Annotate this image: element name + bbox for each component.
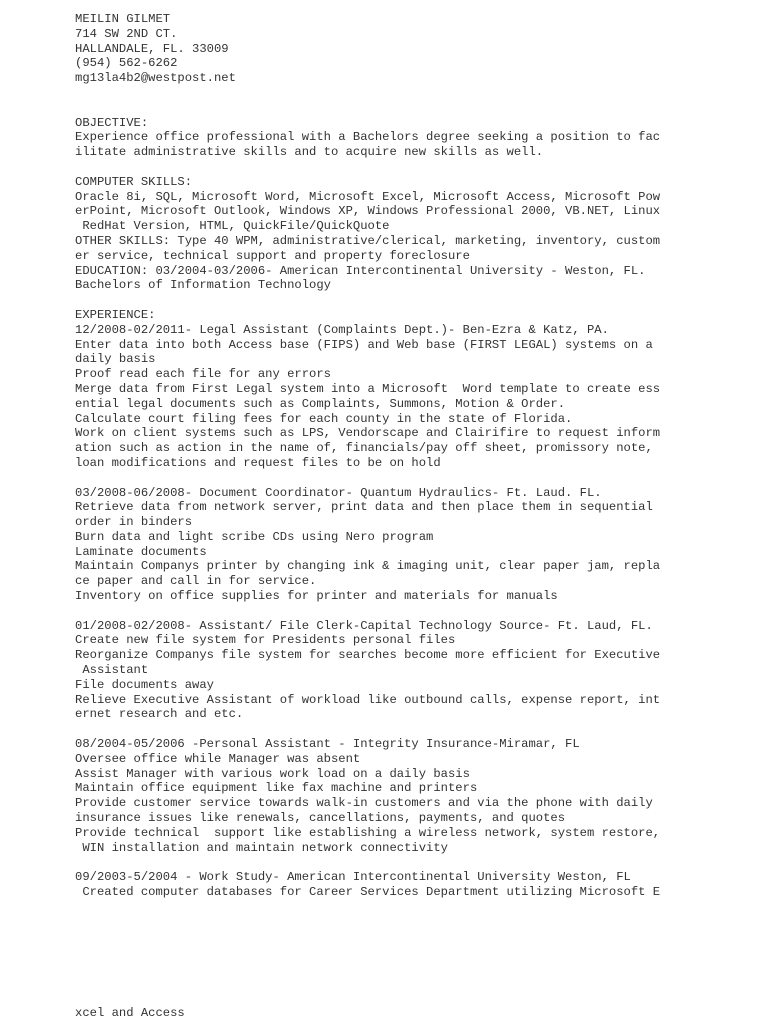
job-duty-line: Maintain office equipment like fax machine and printers: [75, 781, 478, 796]
job-duty-line: Retrieve data from network server, print data and then place them in sequential: [75, 500, 653, 515]
job-duty-line: insurance issues like renewals, cancellations, payments, and quotes: [75, 811, 566, 826]
job-duty-line: Burn data and light scribe CDs using Nero program: [75, 529, 434, 544]
objective-line: Experience office professional with a Bachelors degree seeking a position to fac: [75, 130, 661, 145]
job-duty-line: Inventory on office supplies for printer and materials for manuals: [75, 589, 558, 604]
job-duty-line: ential legal documents such as Complaints, Summons, Motion & Order.: [75, 396, 566, 411]
education-line: EDUCATION: 03/2004-03/2006- American Intercontinental University - Weston, FL.: [75, 263, 646, 278]
job-duty-line: Maintain Companys printer by changing ink & imaging unit, clear paper jam, repla: [75, 559, 661, 574]
job-duty-line: daily basis: [75, 352, 156, 367]
job-duty-line: Proof read each file for any errors: [75, 367, 331, 382]
job-duty-line: Merge data from First Legal system into a Microsoft Word template to create ess: [75, 381, 661, 396]
job-duty-line: Relieve Executive Assistant of workload like outbound calls, expense report, int: [75, 692, 661, 707]
continued-line: xcel and Access: [75, 1006, 185, 1020]
skills-line: Oracle 8i, SQL, Microsoft Word, Microsoft Excel, Microsoft Access, Microsoft Pow: [75, 189, 661, 204]
email-address: mg13la4b2@westpost.net: [75, 71, 236, 86]
skills-heading: COMPUTER SKILLS:: [75, 174, 193, 189]
phone-number: (954) 562-6262: [75, 56, 178, 71]
skills-line: RedHat Version, HTML, QuickFile/QuickQuote: [75, 219, 390, 234]
city-state-zip: HALLANDALE, FL. 33009: [75, 41, 229, 56]
objective-line: ilitate administrative skills and to acquire new skills as well.: [75, 145, 544, 160]
job-title: 08/2004-05/2006 -Personal Assistant - Integrity Insurance-Miramar, FL: [75, 737, 580, 752]
job-duty-line: ation such as action in the name of, financials/pay off sheet, promissory note,: [75, 441, 653, 456]
job-duty-line: Reorganize Companys file system for searches become more efficient for Executive: [75, 648, 661, 663]
job-duty-line: Calculate court filing fees for each county in the state of Florida.: [75, 411, 573, 426]
job-duty-line: Created computer databases for Career Services Department utilizing Microsoft E: [75, 885, 661, 900]
job-duty-line: ce paper and call in for service.: [75, 574, 317, 589]
job-duty-line: Work on client systems such as LPS, Vendorscape and Clairifire to request inform: [75, 426, 661, 441]
job-title: 03/2008-06/2008- Document Coordinator- Quantum Hydraulics- Ft. Laud. FL.: [75, 485, 602, 500]
job-duty-line: ernet research and etc.: [75, 707, 244, 722]
resume-body: [75, 12, 755, 900]
applicant-name: MEILIN GILMET: [75, 12, 171, 26]
job-title: 01/2008-02/2008- Assistant/ File Clerk-Capital Technology Source- Ft. Laud, FL.: [75, 618, 653, 633]
job-duty-line: loan modifications and request files to be on hold: [75, 455, 441, 470]
job-duty-line: Provide customer service towards walk-in customers and via the phone with daily: [75, 796, 653, 811]
experience-heading: EXPERIENCE:: [75, 307, 156, 322]
job-duty-line: WIN installation and maintain network connectivity: [75, 840, 448, 855]
job-duty-line: Create new file system for Presidents personal files: [75, 633, 456, 648]
other-skills-line: er service, technical support and property foreclosure: [75, 248, 470, 263]
job-duty-line: Provide technical support like establishing a wireless network, system restore,: [75, 825, 661, 840]
job-duty-line: Assist Manager with various work load on a daily basis: [75, 766, 470, 781]
job-duty-line: Assistant: [75, 663, 149, 678]
job-duty-line: File documents away: [75, 677, 214, 692]
job-title: 12/2008-02/2011- Legal Assistant (Complaints Dept.)- Ben-Ezra & Katz, PA.: [75, 322, 609, 337]
objective-heading: OBJECTIVE:: [75, 115, 149, 130]
skills-line: erPoint, Microsoft Outlook, Windows XP, Windows Professional 2000, VB.NET, Linux: [75, 204, 661, 219]
job-title: 09/2003-5/2004 - Work Study- American Intercontinental University Weston, FL: [75, 870, 631, 885]
job-duty-line: Laminate documents: [75, 544, 207, 559]
job-duty-line: order in binders: [75, 515, 193, 530]
job-duty-line: Enter data into both Access base (FIPS) and Web base (FIRST LEGAL) systems on a: [75, 337, 653, 352]
street-address: 714 SW 2ND CT.: [75, 26, 178, 41]
job-duty-line: Oversee office while Manager was absent: [75, 751, 361, 766]
other-skills-line: OTHER SKILLS: Type 40 WPM, administrative/clerical, marketing, inventory, custom: [75, 233, 661, 248]
education-line: Bachelors of Information Technology: [75, 278, 331, 293]
